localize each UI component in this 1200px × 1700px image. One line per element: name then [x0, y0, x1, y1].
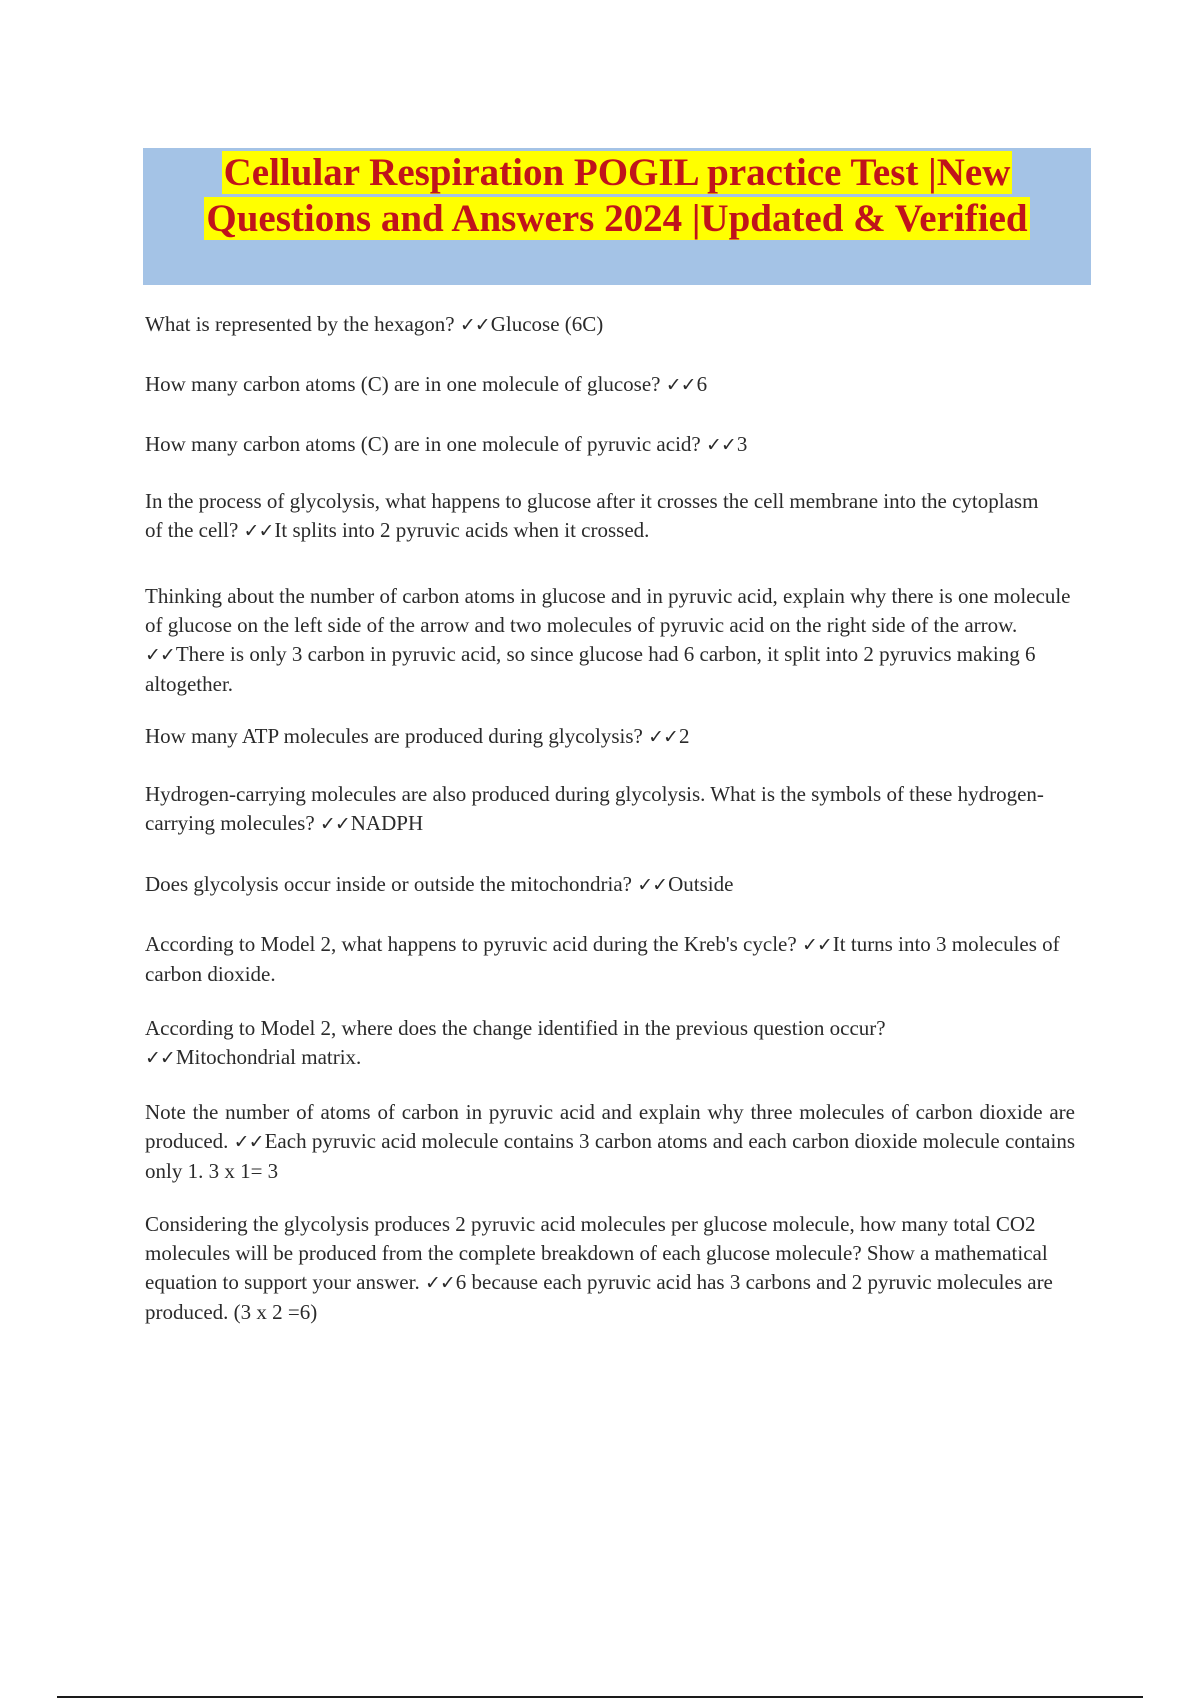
- qa-item: [145, 310, 1075, 340]
- question-text: Does glycolysis occur inside or outside the mitochondria?: [145, 872, 638, 896]
- question-text: According to Model 2, what happens to pyruvic acid during the Kreb's cycle?: [145, 932, 802, 956]
- answer-text: Mitochondrial matrix.: [175, 1045, 362, 1069]
- qa-item: [145, 1098, 1075, 1186]
- answer-text: 6: [696, 372, 708, 396]
- question-text: In the process of glycolysis, what happens to glucose after it crosses the cell membrane into the cytoplasm of the cell?: [145, 489, 1039, 542]
- answer-text: There is only 3 carbon in pyruvic acid, so since glucose had 6 carbon, it split into 2 pyruvics making 6 altogether.: [145, 642, 1036, 696]
- double-check-icon: ✓✓: [801, 934, 832, 956]
- answer-text: NADPH: [350, 811, 424, 835]
- qa-item: [145, 582, 1080, 699]
- qa-item: [145, 722, 1075, 752]
- double-check-icon: ✓✓: [665, 374, 696, 396]
- qa-item: [145, 487, 1045, 546]
- title-line-1: Cellular Respiration POGIL practice Test |New: [223, 151, 1011, 194]
- double-check-icon: ✓✓: [243, 520, 274, 542]
- question-text: Considering the glycolysis produces 2 pyruvic acid molecules per glucose molecule, how many total CO2 molecules will be produced from the complete breakdown of each glucose molecule? Show a mathematical equation to support your answer.: [145, 1212, 1048, 1294]
- question-text: What is represented by the hexagon?: [145, 312, 460, 336]
- answer-text: 2: [678, 724, 690, 748]
- qa-item: [145, 370, 1075, 400]
- answer-text: Each pyruvic acid molecule contains 3 carbon atoms and each carbon dioxide molecule contains only 1. 3 x 1= 3: [145, 1129, 1075, 1183]
- double-check-icon: ✓✓: [637, 874, 668, 896]
- answer-text: 6 because each pyruvic acid has 3 carbons and 2 pyruvic molecules are produced. (3 x 2 =6): [145, 1270, 1053, 1324]
- qa-item: [145, 780, 1045, 839]
- qa-item: [145, 1014, 945, 1073]
- double-check-icon: ✓✓: [648, 726, 678, 748]
- answer-text: It splits into 2 pyruvic acids when it crossed.: [274, 518, 650, 542]
- document-title: [143, 150, 1091, 242]
- question-text: According to Model 2, where does the change identified in the previous question occur?: [145, 1016, 886, 1040]
- qa-item: [145, 870, 1075, 900]
- double-check-icon: ✓✓: [705, 434, 736, 456]
- double-check-icon: ✓✓: [424, 1272, 455, 1294]
- question-text: How many carbon atoms (C) are in one molecule of pyruvic acid?: [145, 432, 706, 456]
- question-text: Thinking about the number of carbon atoms in glucose and in pyruvic acid, explain why there is one molecule of glucose on the left side of the arrow and two molecules of pyruvic acid on the right side of the arrow.: [145, 584, 1071, 637]
- qa-item: [145, 1210, 1080, 1327]
- double-check-icon: ✓✓: [145, 1047, 175, 1069]
- question-text: How many carbon atoms (C) are in one molecule of glucose?: [145, 372, 666, 396]
- answer-text: 3: [736, 432, 748, 456]
- double-check-icon: ✓✓: [233, 1131, 264, 1153]
- answer-text: Outside: [668, 872, 734, 896]
- double-check-icon: ✓✓: [145, 644, 175, 666]
- qa-item: [145, 430, 1075, 460]
- answer-text: It turns into 3 molecules of carbon dioxide.: [145, 932, 1060, 986]
- question-text: Hydrogen-carrying molecules are also produced during glycolysis. What is the symbols of these hydrogen-carrying molecules?: [145, 782, 1044, 835]
- question-text: How many ATP molecules are produced during glycolysis?: [145, 724, 649, 748]
- qa-item: [145, 930, 1080, 989]
- question-text: Note the number of atoms of carbon in pyruvic acid and explain why three molecules of carbon dioxide are produced.: [145, 1100, 1075, 1153]
- title-line-2: Questions and Answers 2024 |Updated & Verified: [206, 197, 1028, 240]
- double-check-icon: ✓✓: [319, 813, 350, 835]
- answer-text: Glucose (6C): [490, 312, 604, 336]
- footer-rule: [57, 1696, 1143, 1698]
- title-banner: [143, 148, 1091, 285]
- double-check-icon: ✓✓: [459, 314, 490, 336]
